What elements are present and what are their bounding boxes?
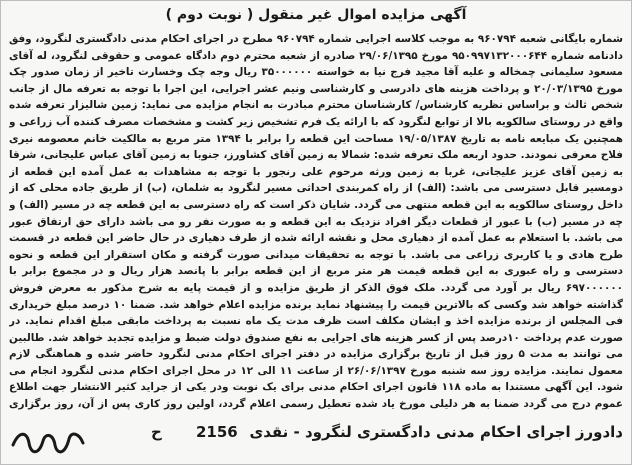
notice-body: شماره بایگانی شعبه ۹۶۰۷۹۴ به موجب کلاسه اجرایی شماره ۹۶۰۷۹۴ مطرح در اجرای احکام مدنی دادگستری لنگرود، وفق دادنامه شماره ۹۵۰۹۹۷۱۳۲۰۰۰۶۴۴ مورخ ۲۹/۰۶/۱۳۹۵ صادره از شعبه محترم دوم دادگاه عمومی و حقوقی لنگرود، له آقای مسعود سلیمانی چمخاله و علیه آقا مجید فرج نیا به خواسته ۳۵۰۰۰۰۰۰ ریال وجه چک وخسارت تاخیر از زمان صدور چک مورخ ۲۰/۰۳/۱۳۹۵ و پرداخت هزینه های دادرسی و کارشناسی ونیم عشر اجرایی، این اجرا با توجه به تعرفه مال از جانب شخص ثالث و براساس نظریه کارشناس/ کارشناسان محترم مبادرت به انجام مزایده می نماید: زمین شالیزار تعرفه شده واقع در روستای سالکویه بالا از توابع لنگرود که با ارائه یک فرم تشخیص زیر کشت و مشخصات مصرف کننده آب زراعی و همچنین یک مبایعه نامه به تاریخ ۱۹/۰۵/۱۳۸۷ مساحت این قطعه را برابر با ۱۳۹۴ متر مربع به مالکیت خانم معصومه نیری فلاح معرفی نمودند. حدود اربعه ملک تعرفه شده: شمالا به زمین آقای کشاورز، جنوبا به زمین آقای عباس علیجانی، شرقا به زمین آقای عزیز علیجانی، غربا به زمین ورثه مرحوم علی رنجور با توجه به مشاهدات به عمل آمده این قطعه از دومسیر قابل دسترسی می باشد: (الف) از راه کمربندی احداثی مسیر لنگرود به شلمان، (ب) از طریق جاده محلی که از داخل روستای سالکویه به این قطعه منتهی می گردد. شایان ذکر است که راه دسترسی به این قطعه چه در مسیر (الف) و چه در مسیر (ب) با عبور از قطعات دیگر افراد نزدیک به این قطعه و به صورت نفر رو می باشد دارای حق ارتفاق عبور می باشد. با استعلام به عمل آمده از دهیاری محل و نقشه ارائه شده از طرف دهیاری در حال حاضر این قطعه در قسمت طرح هادی و یا کاربری زراعی می باشد. با توجه به تحقیقات میدانی صورت گرفته و مکان استقرار این قطعه و نحوه دسترسی و راه عبوری به این قطعه قیمت هر متر مربع از این قطعه برابر با پانصد هزار ریال و در مجموع برابر با ۶۹۷۰۰۰۰۰۰ ریال بر آورد می گردد. ملک فوق الذکر از طریق مزایده و از قیمت پایه به شرح مذکور به معرض فروش گذاشته خواهد شد وکسی که بالاترین قیمت را پیشنهاد نماید برنده مزایده اعلام خواهد شد. ضمنا ۱۰ درصد مبلغ خریداری فی المجلس از برنده مزایده اخذ و ایشان مکلف است ظرف مدت یک ماه نسبت به پرداخت مابقی مبلغ اقدام نماید. در صورت عدم پرداخت ۱۰درصد پس از کسر هزینه های اجرایی به نفع صندوق دولت ضبط و مزایده تجدید خواهد شد. طالبین می توانند به مدت ۵ روز قبل از تاریخ برگزاری مزایده در دفتر اجرای احکام مدنی لنگرود حاضر شده و هماهنگی لازم معمول نمایند. مزایده روز سه شنبه مورخ ۲۶/۰۶/۱۳۹۷ از ساعت ۱۱ الی ۱۲ در محل اجرای احکام مدنی لنگرود انجام می شود. این آگهی مستندا به ماده ۱۱۸ قانون اجرای احکام مدنی برای یک نوبت ودر یکی از جراید کثیر الانتشار جهت اطلاع عموم درج می گردد ضمنا به هر دلیلی مورخ یاد شده تعطیل رسمی اعلام گردد، اولین روز کاری پس از آن، روز برگزاری [9,33,623,411]
handwritten-scribble-icon [9,413,89,463]
notice-title: آگهی مزایده اموال غیر منقول ( نوبت دوم ) [165,7,467,23]
footer-number: 2156 [196,423,238,441]
footer-letter: ح [151,423,162,441]
footer-issuer: دادورز اجرای احکام مدنی دادگستری لنگرود - نقدی [249,423,623,441]
notice-footer [1,420,632,450]
